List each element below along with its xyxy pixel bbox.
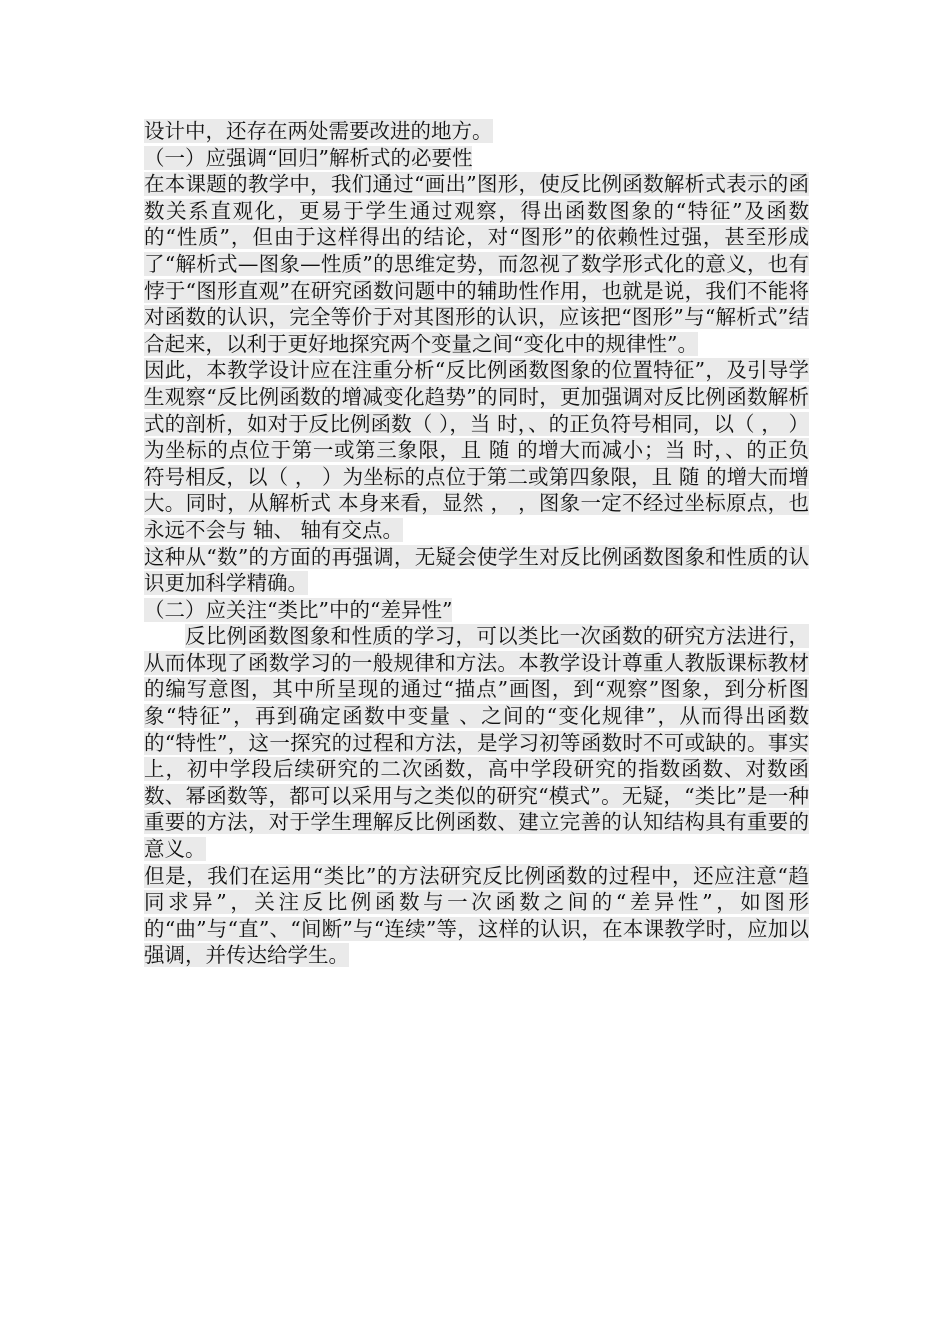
paragraph-body-1 [144, 171, 809, 357]
paragraph-body-2-text: 因此，本教学设计应在注重分析“反比例函数图象的位置特征”，及引导学生观察“反比例函数的增减变化趋势”的同时，更加强调对反比例函数解析式的剖析，如对于反比例函数（ ），当 时，、的正负符号相同，以（ ， ）为坐标的点位于第一或第三象限，且 随 的增大而减小；当 时，、的正负符号相反，以（ ， ）为坐标的点位于第二或第四象限，且 随 的增大而增大。同时，从解析式 本身来看，显然 ， ，图象一定不经过坐标原点，也永远不会与 轴、 轴有交点。 [144, 358, 809, 542]
paragraph-intro [144, 118, 809, 145]
paragraph-body-3 [144, 544, 809, 597]
paragraph-body-5 [144, 863, 809, 969]
section-heading-2 [144, 597, 809, 624]
paragraph-body-4 [144, 623, 809, 862]
paragraph-body-2 [144, 357, 809, 543]
document-body [144, 118, 809, 969]
section-heading-1 [144, 145, 809, 172]
paragraph-intro-text: 设计中，还存在两处需要改进的地方。 [144, 119, 493, 143]
paragraph-body-3-text: 这种从“数”的方面的再强调，无疑会使学生对反比例函数图象和性质的认识更加科学精确。 [144, 544, 809, 596]
paragraph-body-5-text: 但是，我们在运用“类比”的方法研究反比例函数的过程中，还应注意“趋同求异”，关注反比例函数与一次函数之间的“差异性”，如图形的“曲”与“直”、“间断”与“连续”等，这样的认识，在本课教学时，应加以强调，并传达给学生。 [144, 863, 809, 968]
paragraph-body-4-text: 反比例函数图象和性质的学习，可以类比一次函数的研究方法进行，从而体现了函数学习的一般规律和方法。本教学设计尊重人教版课标教材的编写意图，其中所呈现的通过“描点”画图，到“观察”图象，到分析图象“特征”，再到确定函数中变量 、之间的“变化规律”，从而得出函数的“特性”，这一探究的过程和方法，是学习初等函数时不可或缺的。事实上，初中学段后续研究的二次函数，高中学段研究的指数函数、对数函数、幂函数等，都可以采用与之类似的研究“模式”。无疑，“类比”是一种重要的方法，对于学生理解反比例函数、建立完善的认知结构具有重要的意义。 [144, 624, 809, 862]
section-heading-1-text: （一）应强调“回归”解析式的必要性 [144, 145, 473, 170]
paragraph-body-1-text: 在本课题的教学中，我们通过“画出”图形，使反比例函数解析式表示的函数关系直观化，更易于学生通过观察，得出函数图象的“特征”及函数的“性质”，但由于这样得出的结论，对“图形”的依赖性过强，甚至形成了“解析式—图象—性质”的思维定势，而忽视了数学形式化的意义，也有悖于“图形直观”在研究函数问题中的辅助性作用，也就是说，我们不能将对函数的认识，完全等价于对其图形的认识，应该把“图形”与“解析式”结合起来，以利于更好地探究两个变量之间“变化中的规律性”。 [144, 172, 809, 356]
section-heading-2-text: （二）应关注“类比”中的“差异性” [144, 597, 453, 622]
